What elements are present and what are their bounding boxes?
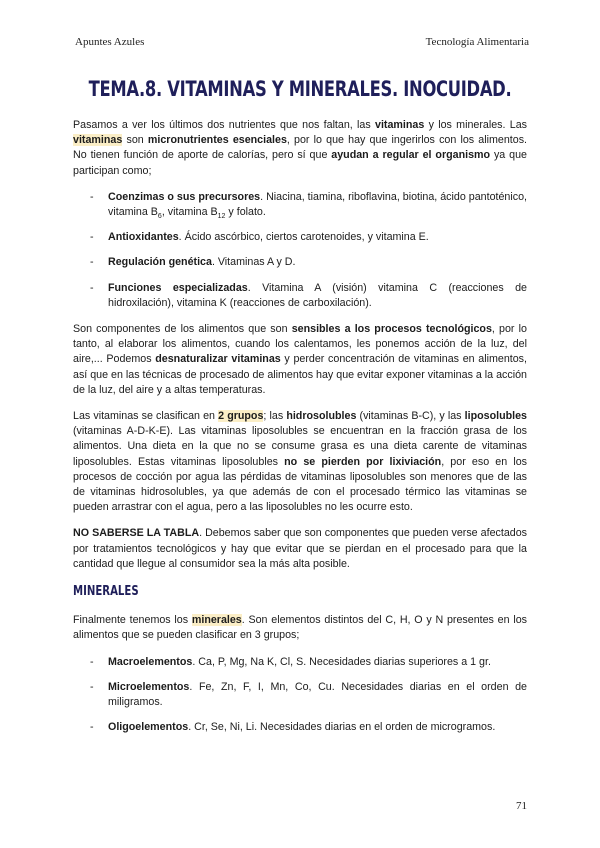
- highlight-minerales: minerales: [191, 614, 242, 627]
- vitamin-roles-list: [73, 190, 527, 311]
- intro-paragraph: Pasamos a ver los últimos dos nutrientes que nos faltan, las vitaminas y los minerales. Las vitaminas son micronutrientes esenciales, por lo que hay que ingerirlos con los alimentos. No tienen función de aporte de calorías, pero sí que ayudan a regular el organismo ya que participan como;: [73, 119, 528, 177]
- list-item: - Microelementos. Fe, Zn, F, I, Mn, Co, Cu. Necesidades diarias en el orden de miligramos.: [73, 680, 527, 710]
- header-left: Apuntes Azules: [75, 36, 145, 48]
- document-body: [73, 118, 527, 747]
- mineral-groups-list: [73, 655, 527, 736]
- minerals-heading: MINERALES: [73, 584, 139, 600]
- list-item: - Macroelementos. Ca, P, Mg, Na K, Cl, S. Necesidades diarias superiores a 1 gr.: [73, 655, 527, 670]
- header-right: Tecnología Alimentaria: [425, 36, 529, 48]
- classification-paragraph: Las vitaminas se clasifican en 2 grupos; las hidrosolubles (vitaminas B-C), y las liposolubles (vitaminas A-D-K-E). Las vitaminas liposolubles se encuentran en la fracción grasa de los alimentos. Una dieta en la que no se consume grasa es una dieta carente de vitaminas liposolubles. Estas vitaminas liposolubles no se pierden por lixiviación, por eso en los procesos de cocción por agua las pérdidas de vitaminas liposolubles son menores que de las de vitaminas hidrosolubles, ya que además de con el procesado térmico las vitaminas se pueden arrastrar con el agua, pero a las liposolubles no les ocurre esto.: [73, 410, 527, 514]
- page-title: TEMA.8. VITAMINAS Y MINERALES. INOCUIDAD.: [88, 77, 512, 101]
- list-item: - Antioxidantes. Ácido ascórbico, ciertos carotenoides, y vitamina E.: [73, 230, 527, 245]
- highlight-vitaminas: vitaminas: [73, 134, 123, 147]
- processing-paragraph: Son componentes de los alimentos que son sensibles a los procesos tecnológicos, por lo tanto, al elaborar los alimentos, cuando los calentamos, les ponemos acción de la luz, del aire,... Podemos desnaturalizar vitaminas y perder concentración de vitaminas en alimentos, así que en las técnicas de procesado de alimentos hay que evitar exponer vitaminas a la acción de la luz, del aire y a altas temperaturas.: [73, 323, 527, 396]
- minerals-intro-paragraph: Finalmente tenemos los minerales. Son elementos distintos del C, H, O y N presentes en los alimentos que se pueden clasificar en 3 grupos;: [73, 614, 527, 642]
- highlight-2-grupos: 2 grupos: [218, 410, 264, 423]
- table-note-paragraph: NO SABERSE LA TABLA. Debemos saber que son componentes que pueden verse afectados por tratamientos tecnológicos y hay que evitar que se pierdan en el procesado para que la cantidad que llegue al consumidor sea la más alta posible.: [73, 527, 527, 570]
- list-item: - Oligoelementos. Cr, Se, Ni, Li. Necesidades diarias en el orden de microgramos.: [73, 720, 527, 735]
- list-item: - Funciones especializadas. Vitamina A (visión) vitamina C (reacciones de hidroxilación), vitamina K (reacciones de carboxilación).: [73, 281, 527, 311]
- page-number: 71: [516, 800, 527, 812]
- list-item: - Regulación genética. Vitaminas A y D.: [73, 255, 527, 270]
- list-item: - Coenzimas o sus precursores. Niacina, tiamina, riboflavina, biotina, ácido pantoténico, vitamina $B_6$, vitamina $B_{12}$ y folato.: [73, 190, 527, 220]
